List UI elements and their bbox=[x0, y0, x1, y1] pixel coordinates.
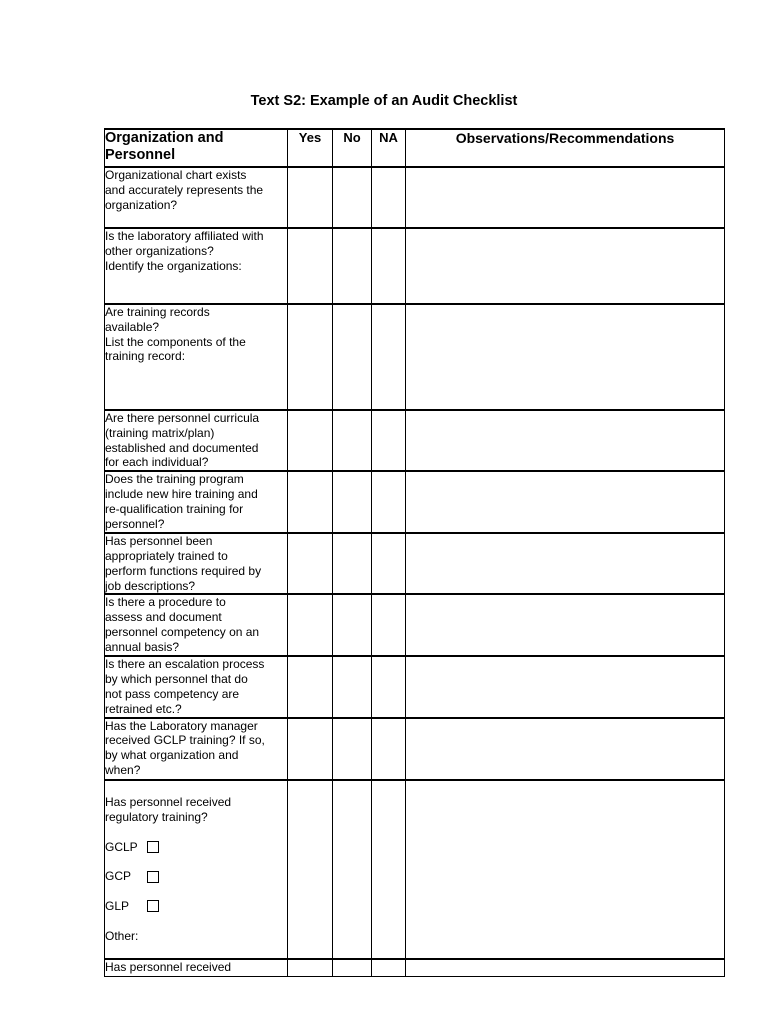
gclp-checkbox[interactable] bbox=[147, 841, 159, 853]
column-header-item: Organization and Personnel bbox=[105, 129, 288, 167]
question-cell: Does the training program include new hire training and re-qualification training for personnel? bbox=[105, 471, 288, 533]
observations-cell[interactable] bbox=[406, 959, 725, 976]
question-cell: Organizational chart exists and accurately represents the organization? bbox=[105, 167, 288, 228]
page-title: Text S2: Example of an Audit Checklist bbox=[250, 93, 518, 109]
gcp-option[interactable] bbox=[105, 869, 287, 884]
question-cell: Is there an escalation process by which personnel that do not pass competency are retrained etc.? bbox=[105, 656, 288, 717]
na-cell[interactable] bbox=[372, 959, 406, 976]
observations-cell[interactable] bbox=[406, 471, 725, 533]
observations-cell[interactable] bbox=[406, 410, 725, 471]
table-row bbox=[105, 780, 725, 960]
question-cell bbox=[105, 780, 288, 960]
observations-cell[interactable] bbox=[406, 780, 725, 960]
column-header-observations: Observations/Recommendations bbox=[406, 129, 725, 167]
question-cell: Is the laboratory affiliated with other organizations? Identify the organizations: bbox=[105, 228, 288, 304]
na-cell[interactable] bbox=[372, 167, 406, 228]
yes-cell[interactable] bbox=[288, 228, 333, 304]
na-cell[interactable] bbox=[372, 228, 406, 304]
table-row bbox=[105, 410, 725, 471]
na-cell[interactable] bbox=[372, 656, 406, 717]
yes-cell[interactable] bbox=[288, 959, 333, 976]
table-row bbox=[105, 594, 725, 656]
other-label: Other: bbox=[105, 928, 139, 943]
table-row bbox=[105, 471, 725, 533]
yes-cell[interactable] bbox=[288, 780, 333, 960]
no-cell[interactable] bbox=[333, 780, 372, 960]
question-cell: Is there a procedure to assess and document personnel competency on an annual basis? bbox=[105, 594, 288, 656]
no-cell[interactable] bbox=[333, 533, 372, 594]
observations-cell[interactable] bbox=[406, 228, 725, 304]
column-header-yes: Yes bbox=[288, 129, 333, 167]
no-cell[interactable] bbox=[333, 167, 372, 228]
glp-checkbox[interactable] bbox=[147, 900, 159, 912]
yes-cell[interactable] bbox=[288, 410, 333, 471]
column-header-na: NA bbox=[372, 129, 406, 167]
no-cell[interactable] bbox=[333, 304, 372, 410]
na-cell[interactable] bbox=[372, 410, 406, 471]
no-cell[interactable] bbox=[333, 959, 372, 976]
table-row bbox=[105, 228, 725, 304]
table-row bbox=[105, 533, 725, 594]
observations-cell[interactable] bbox=[406, 167, 725, 228]
header-row bbox=[105, 129, 725, 167]
yes-cell[interactable] bbox=[288, 594, 333, 656]
na-cell[interactable] bbox=[372, 471, 406, 533]
no-cell[interactable] bbox=[333, 656, 372, 717]
question-cell: Are there personnel curricula (training matrix/plan) established and documented for each individual? bbox=[105, 410, 288, 471]
na-cell[interactable] bbox=[372, 780, 406, 960]
observations-cell[interactable] bbox=[406, 594, 725, 656]
no-cell[interactable] bbox=[333, 718, 372, 780]
gclp-option[interactable] bbox=[105, 840, 287, 855]
yes-cell[interactable] bbox=[288, 656, 333, 717]
no-cell[interactable] bbox=[333, 594, 372, 656]
yes-cell[interactable] bbox=[288, 304, 333, 410]
yes-cell[interactable] bbox=[288, 471, 333, 533]
yes-cell[interactable] bbox=[288, 718, 333, 780]
observations-cell[interactable] bbox=[406, 533, 725, 594]
audit-checklist-table bbox=[104, 128, 725, 977]
observations-cell[interactable] bbox=[406, 304, 725, 410]
question-cell: Are training records available? List the components of the training record: bbox=[105, 304, 288, 410]
yes-cell[interactable] bbox=[288, 533, 333, 594]
glp-label: GLP bbox=[105, 898, 130, 913]
table-row bbox=[105, 167, 725, 228]
no-cell[interactable] bbox=[333, 410, 372, 471]
gclp-label: GCLP bbox=[105, 839, 138, 854]
yes-cell[interactable] bbox=[288, 167, 333, 228]
gcp-label: GCP bbox=[105, 869, 132, 884]
question-text: Has personnel received regulatory training? bbox=[105, 795, 232, 825]
na-cell[interactable] bbox=[372, 533, 406, 594]
na-cell[interactable] bbox=[372, 594, 406, 656]
gcp-checkbox[interactable] bbox=[147, 871, 159, 883]
table-row bbox=[105, 718, 725, 780]
na-cell[interactable] bbox=[372, 304, 406, 410]
column-header-no: No bbox=[333, 129, 372, 167]
na-cell[interactable] bbox=[372, 718, 406, 780]
no-cell[interactable] bbox=[333, 228, 372, 304]
question-cell: Has personnel received bbox=[105, 959, 288, 976]
no-cell[interactable] bbox=[333, 471, 372, 533]
glp-option[interactable] bbox=[105, 899, 287, 914]
observations-cell[interactable] bbox=[406, 656, 725, 717]
table-row bbox=[105, 304, 725, 410]
question-cell: Has the Laboratory manager received GCLP training? If so, by what organization and when? bbox=[105, 718, 288, 780]
table-row bbox=[105, 656, 725, 717]
observations-cell[interactable] bbox=[406, 718, 725, 780]
table-row bbox=[105, 959, 725, 976]
question-cell: Has personnel been appropriately trained to perform functions required by job descriptions? bbox=[105, 533, 288, 594]
